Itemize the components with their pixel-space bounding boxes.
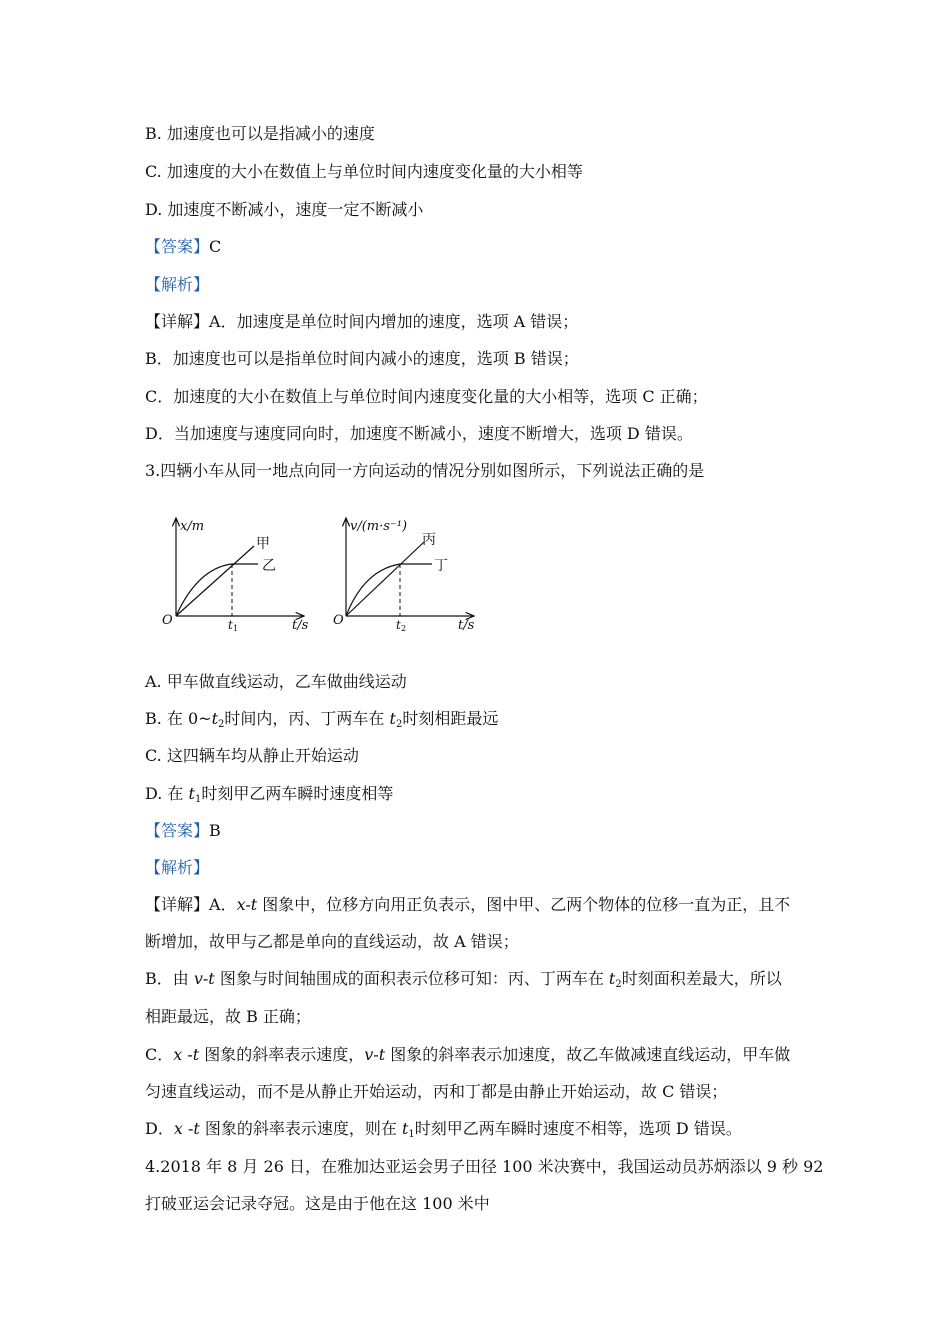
var: x -t <box>173 1119 200 1138</box>
xt-graph <box>158 512 318 634</box>
q2-option-b: B. 加速度也可以是指减小的速度 <box>145 124 375 143</box>
text: 时间内，丙、丁两车在 <box>224 709 390 728</box>
xt-xlabel: t/s <box>292 618 309 633</box>
label-jia: 甲 <box>256 536 270 552</box>
q2-option-d: D. 加速度不断减小，速度一定不断减小 <box>145 200 424 219</box>
text: 时刻甲乙两车瞬时速度相等 <box>201 784 394 803</box>
answer-label: 【答案】 <box>145 821 210 840</box>
q2-detail-c: C．加速度的大小在数值上与单位时间内速度变化量的大小相等，选项 C 正确； <box>145 387 708 406</box>
q2-option-c: C. 加速度的大小在数值上与单位时间内速度变化量的大小相等 <box>145 162 583 181</box>
curve-yi <box>176 564 258 616</box>
xt-tick-sub: 1 <box>233 624 239 633</box>
q4-line2: 打破亚运会记录夺冠。这是由于他在这 100 米中 <box>145 1194 490 1213</box>
label-bing: 丙 <box>422 532 436 548</box>
q3-detail-b1 <box>145 969 782 995</box>
q2-detail-a <box>145 312 578 332</box>
q3-detail-c2: 匀速直线运动，而不是从静止开始运动，丙和丁都是由静止开始运动，故 C 错误； <box>145 1082 728 1101</box>
vt-graph <box>330 512 490 634</box>
q3-detail-a1 <box>145 895 790 915</box>
q2-detail-d: D．当加速度与速度同向时，加速度不断减小，速度不断增大，选项 D 错误。 <box>145 424 693 443</box>
q3-analysis-label: 【解析】 <box>145 858 210 877</box>
line-bing <box>346 542 424 616</box>
text: 图象的斜率表示速度，则在 <box>199 1119 402 1138</box>
sub: 1 <box>194 794 202 805</box>
text: B. 在 0~ <box>145 709 212 728</box>
label-ding: 丁 <box>434 558 448 574</box>
xt-tick-t: t <box>228 618 233 632</box>
q3-detail-d <box>145 1119 742 1145</box>
q2-answer <box>145 237 221 257</box>
var: v-t <box>364 1045 386 1064</box>
text: B．由 <box>145 969 194 988</box>
q2-detail-b: B．加速度也可以是指单位时间内减小的速度，选项 B 错误； <box>145 349 579 368</box>
text: 图象的斜率表示加速度，故乙车做减速直线运动，甲车做 <box>385 1045 791 1064</box>
sub: 1 <box>408 1129 415 1140</box>
vt-tick-t: t <box>396 618 401 632</box>
text: 时刻甲乙两车瞬时速度不相等，选项 D 错误。 <box>414 1119 742 1138</box>
q2-analysis-label: 【解析】 <box>145 275 210 294</box>
line-jia <box>176 546 254 616</box>
text: A． <box>209 895 237 914</box>
sub: 2 <box>615 979 622 990</box>
sub: 2 <box>395 719 403 730</box>
label-yi: 乙 <box>262 558 276 574</box>
text: 图象中，位移方向用正负表示，图中甲、乙两个物体的位移一直为正，且不 <box>257 895 791 914</box>
var-t: t <box>389 709 396 728</box>
q3-detail-c1 <box>145 1045 790 1065</box>
curve-ding <box>346 564 432 616</box>
q3-stem: 3.四辆小车从同一地点向同一方向运动的情况分别如图所示，下列说法正确的是 <box>145 461 705 480</box>
answer-label: 【答案】 <box>145 237 210 256</box>
q3-answer <box>145 821 221 841</box>
text: 时刻相距最远 <box>402 709 499 728</box>
detail-a-text: A．加速度是单位时间内增加的速度，选项 A 错误； <box>209 312 579 331</box>
text: C． <box>145 1045 174 1064</box>
q3-option-c: C. 这四辆车均从静止开始运动 <box>145 746 359 765</box>
q3-option-b <box>145 709 498 735</box>
var: v-t <box>193 969 215 988</box>
vt-xlabel: t/s <box>458 618 475 633</box>
answer-value: B <box>209 821 221 840</box>
detail-label: 【详解】 <box>145 895 210 914</box>
xt-origin: O <box>162 613 173 628</box>
sub: 2 <box>218 719 225 730</box>
detail-label: 【详解】 <box>145 312 210 331</box>
var-t: t <box>188 784 195 803</box>
var-t: t <box>608 969 616 988</box>
text: 图象与时间轴围成的面积表示位移可知：丙、丁两车在 <box>214 969 609 988</box>
vt-tick-sub: 2 <box>401 624 407 633</box>
var: x-t <box>236 895 258 914</box>
vt-origin: O <box>333 613 344 628</box>
q3-detail-a2: 断增加，故甲与乙都是单向的直线运动，故 A 错误； <box>145 932 519 951</box>
xt-ylabel: x/m <box>180 519 205 534</box>
text: D． <box>145 1119 174 1138</box>
text: D. 在 <box>145 784 189 803</box>
var-t: t <box>211 709 219 728</box>
q3-option-a: A. 甲车做直线运动，乙车做曲线运动 <box>145 672 407 691</box>
var: x -t <box>173 1045 200 1064</box>
vt-ylabel: v/(m·s⁻¹) <box>350 519 408 534</box>
var-t: t <box>401 1119 409 1138</box>
q3-detail-b2: 相距最远，故 B 正确； <box>145 1007 311 1026</box>
answer-value: C <box>209 237 222 256</box>
q4-line1: 4.2018 年 8 月 26 日，在雅加达亚运会男子田径 100 米决赛中，我国运动员苏炳添以 9 秒 92 <box>145 1157 824 1176</box>
text: 时刻面积差最大，所以 <box>621 969 782 988</box>
q3-option-d <box>145 784 393 810</box>
text: 图象的斜率表示速度， <box>199 1045 365 1064</box>
